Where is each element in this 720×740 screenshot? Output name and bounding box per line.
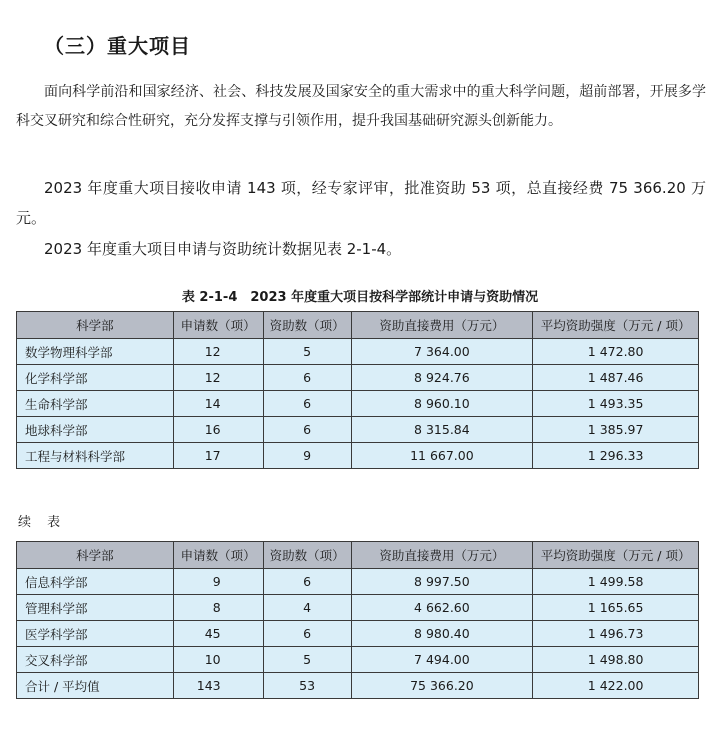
table-row — [17, 365, 699, 391]
header-funded: 资助数（项） — [263, 542, 351, 569]
cell-direct-cost: 8 960.10 — [351, 391, 533, 417]
header-funded: 资助数（项） — [263, 312, 351, 339]
cell-applications: 45 — [173, 621, 263, 647]
table-row — [17, 647, 699, 673]
cell-funded: 6 — [263, 391, 351, 417]
header-direct-cost: 资助直接费用（万元） — [351, 542, 533, 569]
cell-applications: 9 — [173, 569, 263, 595]
header-average-intensity: 平均资助强度（万元 / 项） — [533, 312, 699, 339]
table-header-row — [17, 312, 699, 339]
cell-applications: 14 — [173, 391, 263, 417]
cell-average-intensity: 1 385.97 — [533, 417, 699, 443]
cell-department: 数学物理科学部 — [17, 339, 174, 365]
cell-applications: 16 — [173, 417, 263, 443]
header-applications: 申请数（项） — [173, 312, 263, 339]
cell-department: 合计 / 平均值 — [17, 673, 174, 699]
cell-funded: 9 — [263, 443, 351, 469]
cell-direct-cost: 8 924.76 — [351, 365, 533, 391]
table-header-row — [17, 542, 699, 569]
cell-direct-cost: 7 364.00 — [351, 339, 533, 365]
cell-funded: 4 — [263, 595, 351, 621]
table-title: 表 2-1-4 2023 年度重大项目按科学部统计申请与资助情况 — [181, 290, 539, 305]
header-applications: 申请数（项） — [173, 542, 263, 569]
cell-applications: 8 — [173, 595, 263, 621]
header-direct-cost: 资助直接费用（万元） — [351, 312, 533, 339]
cell-department: 管理科学部 — [17, 595, 174, 621]
cell-direct-cost: 8 997.50 — [351, 569, 533, 595]
table-row — [17, 595, 699, 621]
cell-applications: 12 — [173, 339, 263, 365]
header-average-intensity: 平均资助强度（万元 / 项） — [533, 542, 699, 569]
cell-department: 医学科学部 — [17, 621, 174, 647]
cell-department: 地球科学部 — [17, 417, 174, 443]
table-row — [17, 569, 699, 595]
table-continued-label: 续 表 — [18, 515, 67, 530]
table-row — [17, 417, 699, 443]
stats-table-part1 — [16, 311, 699, 469]
cell-department: 工程与材料科学部 — [17, 443, 174, 469]
cell-department: 信息科学部 — [17, 569, 174, 595]
cell-applications: 17 — [173, 443, 263, 469]
cell-direct-cost: 8 315.84 — [351, 417, 533, 443]
cell-funded: 6 — [263, 417, 351, 443]
stats-table-part2 — [16, 541, 699, 699]
cell-department: 交叉科学部 — [17, 647, 174, 673]
cell-direct-cost: 75 366.20 — [351, 673, 533, 699]
cell-funded: 5 — [263, 647, 351, 673]
cell-direct-cost: 11 667.00 — [351, 443, 533, 469]
cell-funded: 6 — [263, 569, 351, 595]
cell-funded: 53 — [263, 673, 351, 699]
cell-average-intensity: 1 496.73 — [533, 621, 699, 647]
cell-direct-cost: 7 494.00 — [351, 647, 533, 673]
header-department: 科学部 — [17, 312, 174, 339]
table-row — [17, 443, 699, 469]
cell-department: 化学科学部 — [17, 365, 174, 391]
table-row — [17, 621, 699, 647]
cell-applications: 10 — [173, 647, 263, 673]
paragraph-summary: 2023 年度重大项目接收申请 143 项，经专家评审，批准资助 53 项，总直接经费 75 366.20 万元。 — [16, 179, 706, 227]
cell-applications: 143 — [173, 673, 263, 699]
table-row — [17, 339, 699, 365]
cell-applications: 12 — [173, 365, 263, 391]
cell-funded: 6 — [263, 621, 351, 647]
paragraph-table-reference: 2023 年度重大项目申请与资助统计数据见表 2-1-4。 — [44, 240, 402, 258]
cell-average-intensity: 1 493.35 — [533, 391, 699, 417]
cell-average-intensity: 1 472.80 — [533, 339, 699, 365]
table-row — [17, 391, 699, 417]
table-row-total — [17, 673, 699, 699]
cell-average-intensity: 1 499.58 — [533, 569, 699, 595]
header-department: 科学部 — [17, 542, 174, 569]
section-heading: （三）重大项目 — [44, 34, 191, 58]
cell-average-intensity: 1 296.33 — [533, 443, 699, 469]
paragraph-intro: 面向科学前沿和国家经济、社会、科技发展及国家安全的重大需求中的重大科学问题，超前部署，开展多学科交叉研究和综合性研究，充分发挥支撑与引领作用，提升我国基础研究源头创新能力。 — [16, 84, 706, 129]
cell-funded: 6 — [263, 365, 351, 391]
cell-average-intensity: 1 498.80 — [533, 647, 699, 673]
cell-average-intensity: 1 422.00 — [533, 673, 699, 699]
cell-direct-cost: 8 980.40 — [351, 621, 533, 647]
cell-direct-cost: 4 662.60 — [351, 595, 533, 621]
cell-department: 生命科学部 — [17, 391, 174, 417]
cell-average-intensity: 1 165.65 — [533, 595, 699, 621]
cell-funded: 5 — [263, 339, 351, 365]
cell-average-intensity: 1 487.46 — [533, 365, 699, 391]
